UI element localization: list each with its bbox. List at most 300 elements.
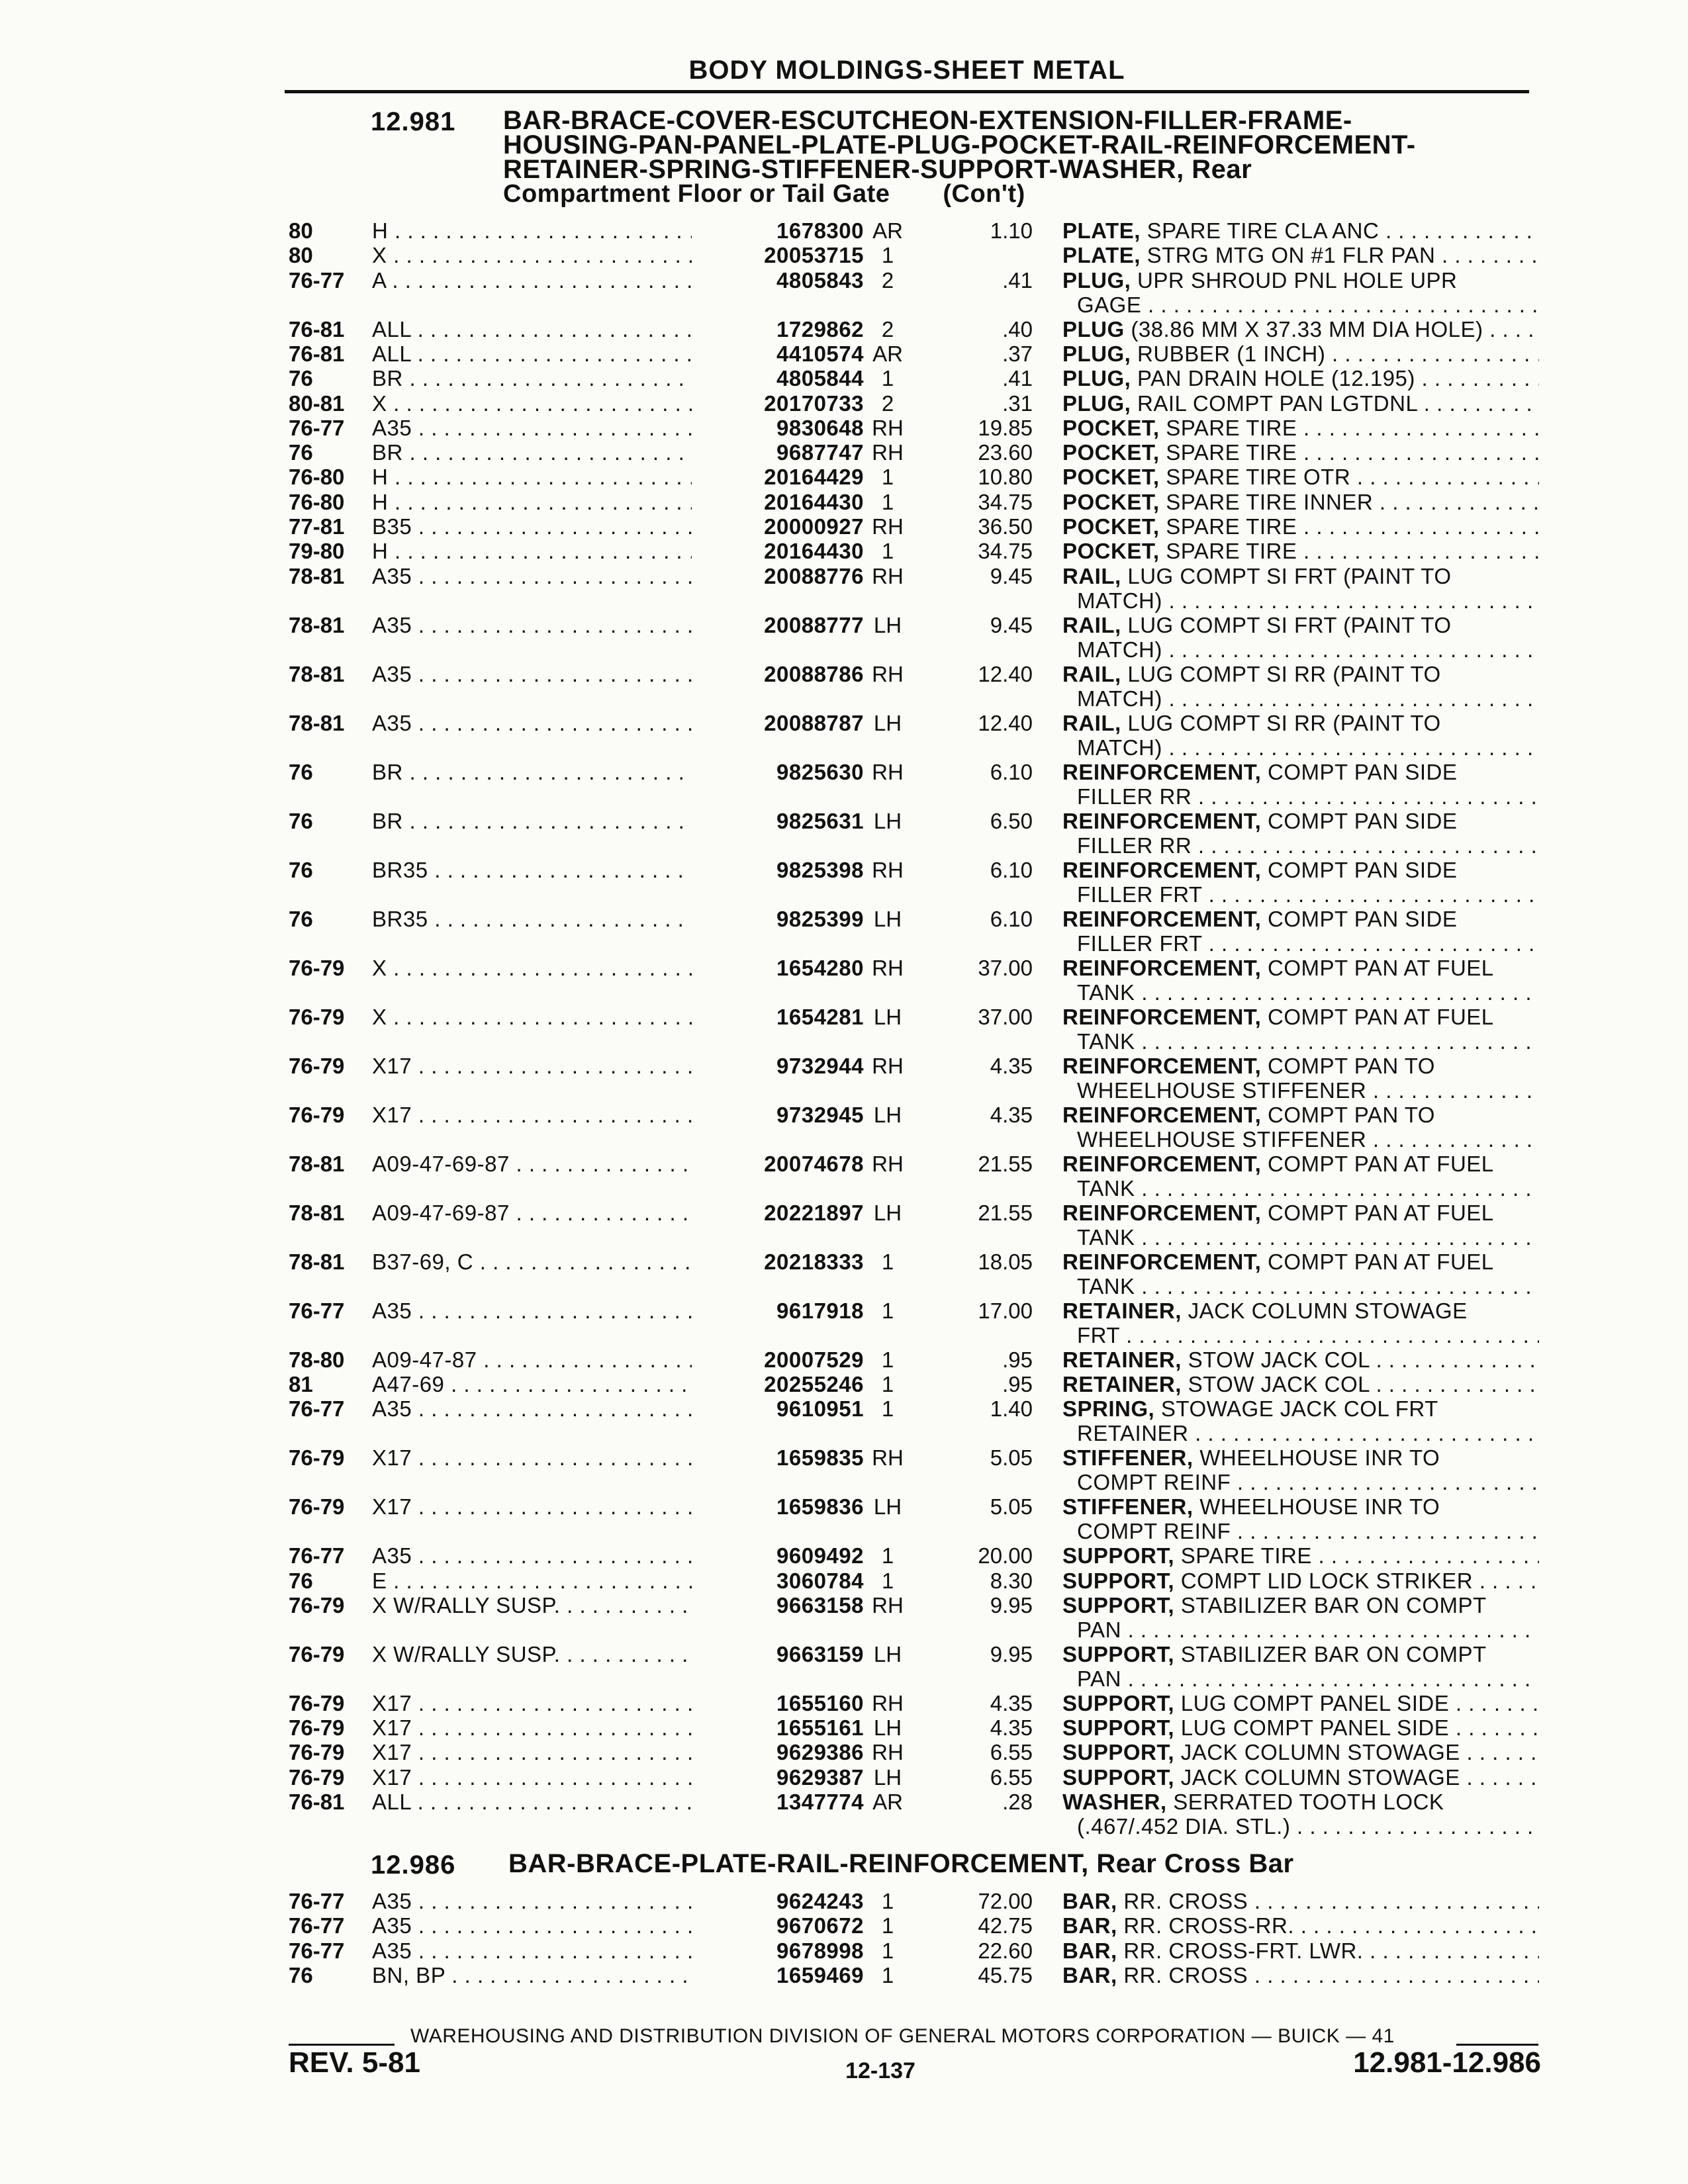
price: 34.75 [978, 489, 1033, 514]
model-year: 76-77 [289, 1938, 345, 1963]
model-year: 78-81 [289, 710, 345, 735]
quantity: 2 [881, 390, 894, 416]
description-line [1062, 907, 1539, 931]
part-name: PLUG, [1062, 267, 1131, 293]
quantity: RH [872, 1445, 904, 1471]
model-code: ALL . . . [372, 317, 723, 341]
description [1062, 564, 1539, 613]
part-name: POCKET, [1062, 489, 1160, 514]
section-title-bold: BAR-BRACE-PLATE-RAIL-REINFORCEMENT, [508, 1849, 1089, 1878]
description-line [1062, 1201, 1539, 1225]
part-name: RAIL, [1062, 563, 1121, 588]
model-year: 76-77 [289, 1889, 345, 1913]
part-name: POCKET, [1062, 539, 1160, 564]
description-line [1062, 465, 1539, 489]
description-line [1062, 490, 1539, 514]
section-continued: (Con't) [943, 180, 1025, 208]
model-code: A . . . [372, 268, 723, 293]
price: .41 [1002, 366, 1033, 391]
part-number: 20170733 [692, 391, 864, 416]
price: 21.55 [978, 1151, 1033, 1176]
price: 37.00 [978, 955, 1033, 980]
model-year: 76-77 [289, 1298, 345, 1323]
model-code: A35 . . . [372, 662, 723, 686]
part-name: POCKET, [1062, 440, 1160, 465]
part-row [0, 956, 1688, 1005]
description-line [1062, 317, 1539, 341]
description [1062, 1740, 1539, 1764]
description-text: SPARE TIRE OTR [1166, 465, 1351, 490]
part-row [0, 1152, 1688, 1201]
description [1062, 907, 1539, 956]
part-name: POCKET, [1062, 465, 1160, 490]
price: 19.85 [978, 415, 1033, 440]
part-number: 1347774 [692, 1790, 864, 1814]
model-year: 76 [289, 440, 313, 465]
description-text: STABILIZER BAR ON COMPT [1180, 1592, 1487, 1617]
description-line [1062, 1372, 1539, 1396]
price: 12.40 [978, 710, 1033, 735]
description-line [1062, 711, 1539, 735]
model-year: 76-79 [289, 955, 345, 980]
part-number: 20164430 [692, 539, 864, 563]
part-number: 20088777 [692, 613, 864, 637]
quantity: 1 [881, 465, 894, 490]
description-continuation: FILLER RR . . . [1062, 784, 1539, 809]
quantity: RH [872, 1740, 904, 1765]
model-code: X17 . . . [372, 1054, 723, 1078]
description-line [1062, 243, 1539, 267]
description-text: LUG COMPT SI FRT (PAINT TO [1127, 612, 1452, 637]
price: 6.10 [990, 906, 1033, 931]
description [1062, 613, 1539, 662]
part-number: 9624243 [692, 1889, 864, 1913]
description-text: COMPT PAN TO [1268, 1053, 1435, 1078]
part-number: 9678998 [692, 1938, 864, 1963]
part-number: 20218333 [692, 1250, 864, 1274]
description-text: LUG COMPT SI FRT (PAINT TO [1127, 563, 1452, 588]
price: 10.80 [978, 465, 1033, 490]
model-code: X17 . . . [372, 1103, 723, 1127]
description [1062, 1005, 1539, 1054]
description [1062, 1201, 1539, 1250]
model-year: 78-81 [289, 612, 345, 637]
model-year: 80 [289, 243, 313, 268]
section-title [503, 106, 1416, 208]
model-year: 76 [289, 1962, 313, 1987]
description-continuation: FILLER FRT . . . [1062, 931, 1539, 956]
model-year: 76-79 [289, 1690, 345, 1715]
part-name: BAR, [1062, 1889, 1117, 1913]
model-year: 79-80 [289, 539, 345, 564]
price: 1.40 [990, 1396, 1033, 1422]
model-code: A47-69 . . . [372, 1372, 723, 1396]
part-number: 1678300 [692, 218, 864, 243]
description-continuation: TANK . . . [1062, 1225, 1539, 1250]
description-text: LUG COMPT SI RR (PAINT TO [1127, 710, 1441, 735]
model-code: BR . . . [372, 440, 723, 465]
part-number: 9825399 [692, 907, 864, 931]
part-row [0, 564, 1688, 613]
part-number: 20221897 [692, 1201, 864, 1225]
quantity: LH [873, 1102, 902, 1127]
part-number: 1659469 [692, 1963, 864, 1987]
model-code: X17 . . . [372, 1494, 723, 1519]
part-number: 1659836 [692, 1494, 864, 1519]
part-name: SUPPORT, [1062, 1690, 1175, 1715]
price: 42.75 [978, 1913, 1033, 1938]
part-row [0, 662, 1688, 711]
description [1062, 1396, 1539, 1445]
part-name: RAIL, [1062, 612, 1121, 637]
part-row [0, 1250, 1688, 1298]
part-number: 9825630 [692, 760, 864, 784]
quantity: LH [873, 906, 902, 931]
description [1062, 662, 1539, 711]
price: .40 [1002, 316, 1033, 341]
description-text: LUG COMPT PANEL SIDE [1180, 1715, 1450, 1741]
quantity: RH [872, 955, 904, 980]
model-code: X . . . [372, 956, 723, 980]
description-text: COMPT PAN AT FUEL [1268, 955, 1494, 980]
description [1062, 1938, 1539, 1963]
description [1062, 1372, 1539, 1396]
part-name: RETAINER, [1062, 1371, 1182, 1396]
description-continuation: FRT . . . [1062, 1323, 1539, 1347]
quantity: RH [872, 661, 904, 686]
part-number: 9825398 [692, 858, 864, 882]
description [1062, 956, 1539, 1005]
description-line [1062, 760, 1539, 784]
description-continuation: TANK . . . [1062, 1176, 1539, 1201]
part-name: BAR, [1062, 1938, 1117, 1963]
price: 20.00 [978, 1543, 1033, 1569]
quantity: RH [872, 857, 904, 882]
part-name: SUPPORT, [1062, 1641, 1175, 1666]
quantity: RH [872, 1592, 904, 1617]
description-text: RR. CROSS-FRT. LWR. [1123, 1938, 1364, 1963]
description-text: STOWAGE JACK COL FRT [1160, 1396, 1438, 1422]
description-line [1062, 1152, 1539, 1176]
part-number: 20088776 [692, 564, 864, 588]
model-year: 76-77 [289, 1913, 345, 1938]
part-name: PLUG, [1062, 390, 1131, 416]
footer-page-number: 12-137 [845, 2058, 915, 2083]
part-number: 9670672 [692, 1913, 864, 1938]
part-name: REINFORCEMENT, [1062, 759, 1262, 784]
description-continuation: FILLER FRT . . . [1062, 882, 1539, 907]
description-continuation: GAGE . . . [1062, 293, 1539, 317]
description-text: SERRATED TOOTH LOCK [1173, 1790, 1444, 1814]
section-subtitle [503, 182, 1416, 206]
price: 22.60 [978, 1938, 1033, 1963]
description [1062, 858, 1539, 907]
description-text: SPARE TIRE [1166, 514, 1297, 539]
description-text: STOW JACK COL [1188, 1371, 1370, 1396]
description [1062, 1103, 1539, 1152]
footer-division: WAREHOUSING AND DISTRIBUTION DIVISION OF GENERAL MOTORS CORPORATION — BUICK — 41 [410, 2025, 1395, 2047]
price: 37.00 [978, 1004, 1033, 1029]
model-year: 76-77 [289, 1543, 345, 1569]
part-name: REINFORCEMENT, [1062, 1249, 1262, 1274]
part-name: BAR, [1062, 1962, 1117, 1987]
quantity: 1 [881, 366, 894, 391]
model-code: ALL . . . [372, 1790, 723, 1814]
description-continuation: TANK . . . [1062, 1029, 1539, 1054]
model-year: 76 [289, 759, 313, 784]
part-number: 1655160 [692, 1691, 864, 1715]
description [1062, 1963, 1539, 1987]
model-year: 76 [289, 857, 313, 882]
description-line [1062, 539, 1539, 563]
description-line [1062, 440, 1539, 465]
description [1062, 1715, 1539, 1740]
price: 6.55 [990, 1740, 1033, 1765]
price: 17.00 [978, 1298, 1033, 1323]
price: 5.05 [990, 1445, 1033, 1471]
description-line [1062, 858, 1539, 882]
part-number: 1655161 [692, 1715, 864, 1740]
quantity: 2 [881, 267, 894, 293]
description-line [1062, 1740, 1539, 1764]
quantity: 1 [881, 1298, 894, 1323]
quantity: 1 [881, 1568, 894, 1593]
price: 8.30 [990, 1568, 1033, 1593]
description-line [1062, 1569, 1539, 1593]
section-title-line: HOUSING-PAN-PANEL-PLATE-PLUG-POCKET-RAIL-REINFORCEMENT- [503, 130, 1416, 159]
model-year: 77-81 [289, 514, 345, 539]
model-year: 76-81 [289, 1790, 345, 1814]
model-year: 78-81 [289, 661, 345, 686]
part-row [0, 907, 1688, 956]
part-row [0, 613, 1688, 662]
description-text: COMPT PAN AT FUEL [1268, 1151, 1494, 1176]
description-line [1062, 1543, 1539, 1568]
description-continuation: MATCH) . . . [1062, 637, 1539, 662]
description [1062, 1543, 1539, 1568]
description-continuation: WHEELHOUSE STIFFENER . . . [1062, 1078, 1539, 1103]
model-year: 80 [289, 218, 313, 243]
model-year: 78-81 [289, 1151, 345, 1176]
price: 9.45 [990, 612, 1033, 637]
part-number: 1654280 [692, 956, 864, 980]
model-code: A35 . . . [372, 613, 723, 637]
description-text: STABILIZER BAR ON COMPT [1180, 1641, 1487, 1666]
section-subtitle-text: Compartment Floor or Tail Gate [503, 180, 890, 208]
description-text: COMPT PAN SIDE [1268, 906, 1458, 931]
model-code: B37-69, C . . . [372, 1250, 723, 1274]
description-line [1062, 366, 1539, 390]
footer-revision: REV. 5-81 [289, 2046, 420, 2079]
part-row [0, 268, 1688, 317]
description-line [1062, 613, 1539, 637]
model-year: 76-79 [289, 1053, 345, 1078]
part-number: 1729862 [692, 317, 864, 341]
part-row [0, 1103, 1688, 1152]
model-code: BR . . . [372, 809, 723, 833]
quantity: LH [873, 1200, 902, 1225]
model-code: H . . . [372, 465, 723, 489]
quantity: LH [873, 612, 902, 637]
part-name: WASHER, [1062, 1790, 1167, 1814]
model-code: A35 . . . [372, 1913, 723, 1938]
quantity: 1 [881, 539, 894, 564]
description [1062, 1642, 1539, 1691]
part-name: REINFORCEMENT, [1062, 955, 1262, 980]
model-year: 78-81 [289, 1200, 345, 1225]
description-text: RR. CROSS [1123, 1889, 1248, 1913]
description-continuation: TANK . . . [1062, 1274, 1539, 1298]
quantity: LH [873, 808, 902, 833]
part-name: SUPPORT, [1062, 1592, 1175, 1617]
part-number: 9732945 [692, 1103, 864, 1127]
model-year: 76-79 [289, 1715, 345, 1741]
quantity: 1 [881, 1347, 894, 1372]
part-row [0, 1593, 1688, 1642]
price: .37 [1002, 341, 1033, 366]
price: 18.05 [978, 1249, 1033, 1274]
model-code: X . . . [372, 243, 723, 267]
part-name: REINFORCEMENT, [1062, 1200, 1262, 1225]
description-text: COMPT PAN AT FUEL [1268, 1004, 1494, 1029]
quantity: RH [872, 563, 904, 588]
model-code: H . . . [372, 490, 723, 514]
description-text: COMPT PAN TO [1268, 1102, 1435, 1127]
description [1062, 490, 1539, 514]
model-year: 76-79 [289, 1445, 345, 1471]
price: 36.50 [978, 514, 1033, 539]
part-name: RETAINER, [1062, 1347, 1182, 1372]
part-row [0, 858, 1688, 907]
quantity: 1 [881, 1889, 894, 1913]
part-row [0, 1298, 1688, 1347]
part-number: 20164429 [692, 465, 864, 489]
model-year: 81 [289, 1371, 313, 1396]
part-name: REINFORCEMENT, [1062, 1151, 1262, 1176]
description-line [1062, 1250, 1539, 1274]
quantity: RH [872, 1690, 904, 1715]
part-name: PLATE, [1062, 218, 1141, 243]
description-text: RUBBER (1 INCH) [1137, 341, 1326, 366]
price: 12.40 [978, 661, 1033, 686]
price: 72.00 [978, 1889, 1033, 1913]
price: 9.95 [990, 1641, 1033, 1666]
description [1062, 711, 1539, 760]
model-year: 76-81 [289, 341, 345, 366]
section-title [508, 1849, 1294, 1878]
description [1062, 1593, 1539, 1642]
part-name: POCKET, [1062, 415, 1160, 440]
description [1062, 268, 1539, 317]
part-row [0, 1963, 1688, 2012]
description-line [1062, 1938, 1539, 1963]
part-name: REINFORCEMENT, [1062, 906, 1262, 931]
section-number: 12.981 [371, 107, 456, 136]
part-name: REINFORCEMENT, [1062, 1004, 1262, 1029]
part-number: 20000927 [692, 514, 864, 539]
description [1062, 1790, 1539, 1839]
price: 6.10 [990, 857, 1033, 882]
description-continuation: FILLER RR . . . [1062, 833, 1539, 858]
part-row [0, 1201, 1688, 1250]
model-code: ALL . . . [372, 341, 723, 366]
part-name: STIFFENER, [1062, 1494, 1194, 1520]
part-number: 1659835 [692, 1445, 864, 1470]
description [1062, 416, 1539, 440]
description-text: WHEELHOUSE INR TO [1199, 1494, 1440, 1520]
description-text: COMPT PAN AT FUEL [1268, 1200, 1494, 1225]
model-code: X17 . . . [372, 1691, 723, 1715]
description-text: JACK COLUMN STOWAGE [1188, 1298, 1468, 1323]
part-number: 9610951 [692, 1396, 864, 1421]
section-title-rest: Rear Cross Bar [1096, 1849, 1294, 1878]
model-code: H . . . [372, 539, 723, 563]
part-number: 20255246 [692, 1372, 864, 1396]
part-number: 20053715 [692, 243, 864, 267]
model-code: X17 . . . [372, 1765, 723, 1790]
description-text: SPARE TIRE CLA ANC [1147, 218, 1380, 243]
description [1062, 1494, 1539, 1543]
price: 21.55 [978, 1200, 1033, 1225]
description [1062, 440, 1539, 465]
part-number: 20164430 [692, 490, 864, 514]
description-text: JACK COLUMN STOWAGE [1180, 1764, 1460, 1790]
price: 4.35 [990, 1690, 1033, 1715]
price: .31 [1002, 390, 1033, 416]
price: .95 [1002, 1347, 1033, 1372]
price: 1.10 [990, 218, 1033, 243]
description-text: SPARE TIRE [1166, 415, 1297, 440]
description-line [1062, 1103, 1539, 1127]
description-line [1062, 564, 1539, 588]
description [1062, 1298, 1539, 1347]
model-year: 76-77 [289, 415, 345, 440]
quantity: LH [873, 1764, 902, 1790]
part-number: 4805844 [692, 366, 864, 390]
model-year: 76-79 [289, 1641, 345, 1666]
model-code: A35 . . . [372, 416, 723, 440]
description-line [1062, 1494, 1539, 1519]
description [1062, 1913, 1539, 1938]
description-line [1062, 1913, 1539, 1938]
description [1062, 391, 1539, 416]
description-text: STRG MTG ON #1 FLR PAN [1147, 243, 1436, 268]
description-text: PAN DRAIN HOLE (12.195) [1137, 366, 1415, 391]
quantity: RH [872, 1053, 904, 1078]
footer-rule [1456, 2044, 1538, 2046]
section-title-line: RETAINER-SPRING-STIFFENER-SUPPORT-WASHER, Rear [503, 155, 1252, 184]
description-text: WHEELHOUSE INR TO [1199, 1445, 1440, 1471]
quantity: AR [872, 341, 903, 366]
description [1062, 1347, 1539, 1372]
model-code: H . . . [372, 218, 723, 243]
footer-rule [289, 2044, 395, 2046]
part-name: RAIL, [1062, 661, 1121, 686]
part-name: REINFORCEMENT, [1062, 1053, 1262, 1078]
model-code: A09-47-87 . . . [372, 1347, 723, 1372]
model-year: 76 [289, 906, 313, 931]
description-continuation: RETAINER . . . [1062, 1421, 1539, 1445]
description-text: (38.86 MM X 37.33 MM DIA HOLE) [1131, 316, 1483, 341]
description-text: LUG COMPT PANEL SIDE [1180, 1690, 1450, 1715]
description-text: RAIL COMPT PAN LGTDNL [1137, 390, 1418, 416]
quantity: LH [873, 1715, 902, 1741]
model-year: 76-80 [289, 489, 345, 514]
price: 34.75 [978, 539, 1033, 564]
description-line [1062, 1445, 1539, 1470]
description-line [1062, 1715, 1539, 1740]
price: 45.75 [978, 1962, 1033, 1987]
